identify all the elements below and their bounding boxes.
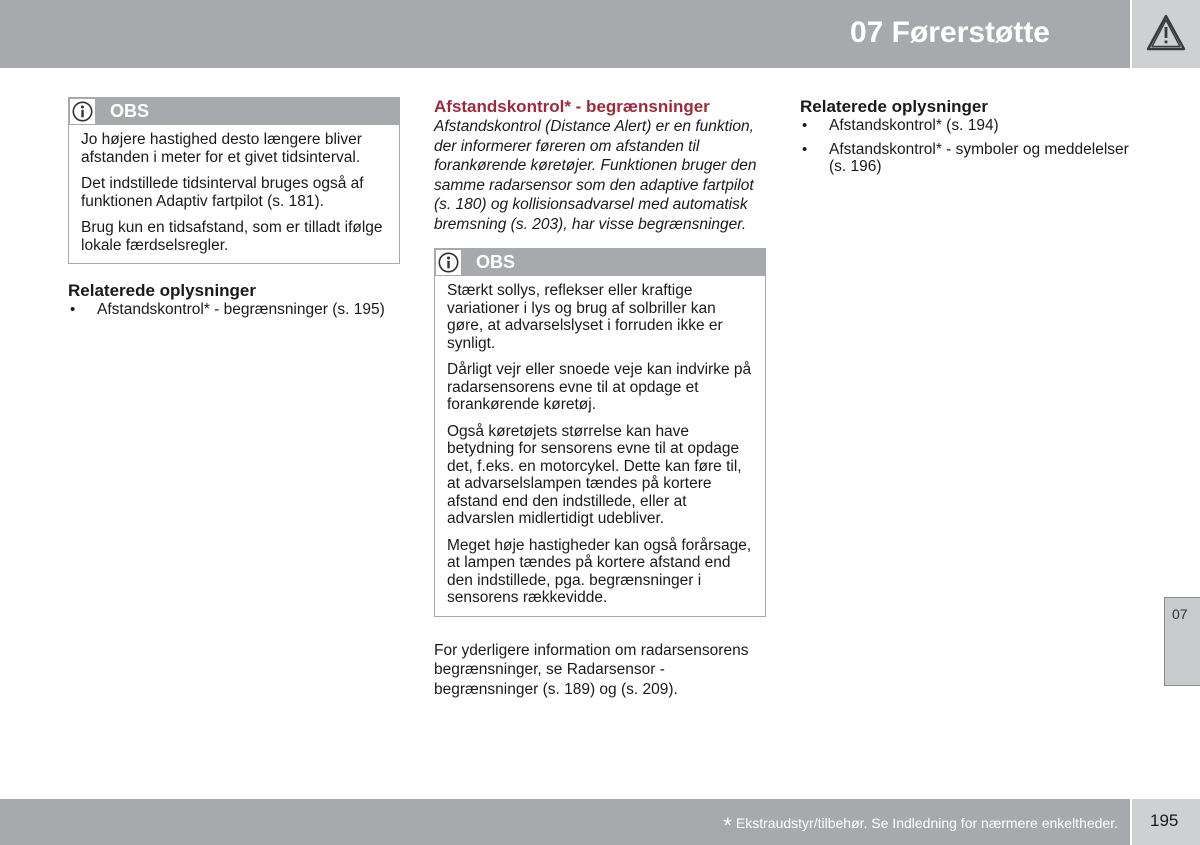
note-paragraph: Brug kun en tidsafstand, som er tilladt ifølge lokale færdselsregler. bbox=[81, 219, 383, 254]
note-body bbox=[435, 276, 765, 616]
note-paragraph: Også køretøjets størrelse kan have betydning for sensorens evne til at opdage det, f.eks. en motorcykel. Dette kan føre til, at advarselslampen tændes på kortere afstand end den indstillede, eller at advarslen midlertidigt udebliver. bbox=[447, 422, 742, 527]
note-label: OBS bbox=[110, 101, 150, 121]
note-body bbox=[69, 125, 399, 263]
footnote bbox=[723, 813, 1118, 839]
column-2 bbox=[434, 97, 766, 699]
note-paragraph: Det indstillede tidsinterval bruges også af funktionen Adaptiv fartpilot (s. 181). bbox=[81, 175, 364, 210]
intro-paragraph: Afstandskontrol (Distance Alert) er en funktion, der informerer føreren om afstanden til forankørende køretøjer. Funktionen bruger den samme radarsensor som den adaptive fartpilot (s. 180) og kollisionsadvarsel med automatisk bremsning (s. 203), har visse begrænsninger. bbox=[434, 118, 757, 233]
note-header bbox=[435, 249, 765, 276]
chapter-title: 07 Førerstøtte bbox=[849, 16, 1050, 49]
note-header bbox=[69, 98, 399, 125]
warning-triangle-icon bbox=[1145, 13, 1187, 53]
related-heading: Relaterede oplysninger bbox=[68, 281, 257, 300]
footnote-star: * bbox=[723, 813, 732, 838]
column-1 bbox=[68, 97, 400, 325]
note-paragraph: Meget høje hastigheder kan også forårsage, at lampen tændes på kortere afstand end den indstillede, pga. begrænsninger i sensorens rækkevidde. bbox=[447, 536, 752, 606]
info-icon bbox=[70, 99, 95, 124]
page-number: 195 bbox=[1150, 811, 1179, 830]
footnote-text: Ekstraudstyr/tilbehør. Se Indledning for nærmere enkeltheder. bbox=[735, 815, 1118, 831]
note-paragraph: Dårligt vejr eller snoede veje kan indvirke på radarsensorens evne til at opdage et forankørende køretøj. bbox=[447, 361, 752, 413]
obs-note bbox=[68, 97, 400, 264]
related-link[interactable]: • Afstandskontrol* - symboler og meddelelser (s. 196) bbox=[800, 141, 1135, 176]
note-label: OBS bbox=[476, 252, 516, 272]
warning-icon-box bbox=[1132, 0, 1200, 68]
closing-paragraph: For yderligere information om radarsensorens begrænsninger, se Radarsensor - begrænsninger (s. 189) og (s. 209). bbox=[434, 641, 749, 698]
related-link[interactable]: • Afstandskontrol* - begrænsninger (s. 195) bbox=[68, 301, 400, 319]
related-list bbox=[800, 117, 1135, 176]
obs-note bbox=[434, 248, 766, 617]
side-tab-label: 07 bbox=[1172, 606, 1188, 622]
footer-bar bbox=[0, 799, 1130, 845]
related-heading: Relaterede oplysninger bbox=[800, 97, 989, 116]
header-bar bbox=[0, 0, 1130, 68]
related-link[interactable]: • Afstandskontrol* (s. 194) bbox=[800, 117, 1135, 135]
page-number-box bbox=[1132, 799, 1200, 845]
related-list bbox=[68, 301, 400, 319]
note-paragraph: Jo højere hastighed desto længere bliver afstanden i meter for et givet tidsinterval. bbox=[81, 131, 362, 166]
info-icon bbox=[436, 250, 461, 275]
section-heading: Afstandskontrol* - begrænsninger bbox=[434, 97, 710, 116]
column-3 bbox=[800, 97, 1135, 182]
chapter-side-tab[interactable] bbox=[1164, 597, 1200, 686]
note-paragraph: Stærkt sollys, reflekser eller kraftige variationer i lys og brug af solbriller kan gøre, at advarselslyset i forruden ikke er synligt. bbox=[447, 282, 723, 352]
